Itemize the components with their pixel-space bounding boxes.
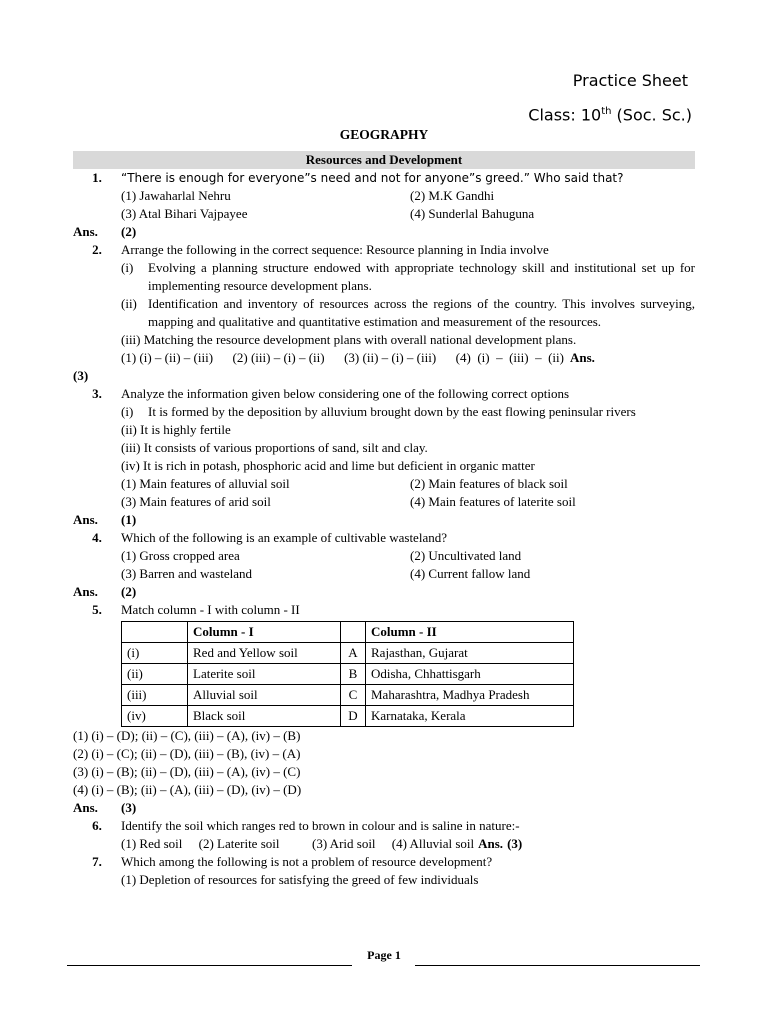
question-6	[73, 817, 695, 835]
answer-label: Ans.	[73, 800, 98, 815]
options-row	[73, 493, 695, 511]
answer-label: Ans.	[73, 584, 98, 599]
column-2-header: Column - II	[366, 622, 574, 643]
options-line	[73, 349, 695, 367]
letter-cell: C	[341, 685, 366, 706]
option: (2) Main features of black soil	[410, 476, 568, 491]
statement-text: Evolving a planning structure endowed with appropriate technology skill and institutional set up for implementing resource development plans.	[148, 260, 695, 293]
statement-item	[73, 331, 695, 349]
table-cell	[122, 622, 188, 643]
answer-row	[73, 511, 695, 529]
option: (3) Barren and wasteland	[121, 566, 253, 581]
option: (2) Uncultivated land	[410, 548, 522, 563]
soil-cell: Alluvial soil	[188, 685, 341, 706]
class-suffix: (Soc. Sc.)	[611, 105, 692, 125]
question-number: 2.	[92, 242, 102, 257]
footer-rule-left	[67, 965, 352, 966]
option: (3) Atal Bihari Vajpayee	[121, 206, 248, 221]
statement-item	[73, 421, 695, 439]
table-header-row	[122, 622, 574, 643]
place-cell: Odisha, Chhattisgarh	[366, 664, 574, 685]
table-row	[122, 685, 574, 706]
answer-value: (2)	[121, 224, 137, 239]
statement-body: It consists of various proportions of sand, silt and clay.	[143, 440, 428, 455]
footer-rule-right	[415, 965, 700, 966]
column-1-header: Column - I	[188, 622, 341, 643]
soil-cell: Black soil	[188, 706, 341, 727]
statement-label: (i)	[121, 260, 134, 275]
match-option: (1) (i) – (D); (ii) – (C), (iii) – (A), (iv) – (B)	[73, 728, 301, 743]
option	[73, 871, 695, 889]
question-number: 7.	[92, 854, 102, 869]
options-row	[73, 565, 695, 583]
question-number: 1.	[92, 170, 102, 185]
question-text: “There is enough for everyone”s need and not for anyone”s greed.” Who said that?	[121, 171, 624, 185]
answer-label: Ans.	[73, 512, 98, 527]
answer-row	[73, 367, 695, 385]
option: (4) Main features of laterite soil	[410, 494, 576, 509]
statement-label: (iii)	[121, 440, 141, 455]
statement-item	[73, 439, 695, 457]
match-option: (4) (i) – (B); (ii) – (A), (iii) – (D), (iv) – (D)	[73, 782, 302, 797]
place-cell: Rajasthan, Gujarat	[366, 643, 574, 664]
answer-value: (3)	[121, 800, 137, 815]
answer-value: (3)	[73, 368, 89, 383]
statement-body: It is rich in potash, phosphoric acid and lime but deficient in organic matter	[143, 458, 535, 473]
answer-value: (1)	[121, 512, 137, 527]
options-row	[73, 547, 695, 565]
option-text: (1) Depletion of resources for satisfying the greed of few individuals	[121, 872, 479, 887]
question-number: 6.	[92, 818, 102, 833]
statement-label: (ii)	[121, 422, 137, 437]
option: (4) Sunderlal Bahuguna	[410, 206, 535, 221]
answer-row	[73, 799, 695, 817]
statement-label: (iv)	[121, 458, 140, 473]
option: (1) Gross cropped area	[121, 548, 240, 563]
question-text: Which among the following is not a problem of resource development?	[121, 854, 493, 869]
answer-label: Ans.	[478, 836, 504, 851]
letter-cell: D	[341, 706, 366, 727]
statement-item	[73, 457, 695, 475]
match-option: (3) (i) – (B); (ii) – (D), (iii) – (A), (iv) – (C)	[73, 764, 301, 779]
answer-label: Ans.	[569, 350, 595, 365]
questions-body	[73, 169, 695, 889]
statement-item	[73, 259, 695, 295]
question-3	[73, 385, 695, 403]
answer-value: (2)	[121, 584, 137, 599]
statement-text	[121, 331, 695, 349]
statement-text: Identification and inventory of resources across the regions of the country. This involves surveying, mapping and qualitative and quantitative estimation and measurement of the resources.	[148, 296, 695, 329]
statement-body: Matching the resource development plans with overall national development plans.	[143, 332, 577, 347]
place-cell: Maharashtra, Madhya Pradesh	[366, 685, 574, 706]
roman-cell: (i)	[122, 643, 188, 664]
letter-cell: A	[341, 643, 366, 664]
letter-cell: B	[341, 664, 366, 685]
option: (3) Main features of arid soil	[121, 494, 271, 509]
statement-label: (iii)	[121, 332, 141, 347]
statement-text	[121, 421, 695, 439]
options-line	[73, 835, 695, 853]
place-cell: Karnataka, Kerala	[366, 706, 574, 727]
statement-text	[121, 457, 695, 475]
options-text: (1) Red soil (2) Laterite soil (3) Arid soil (4) Alluvial soil	[121, 836, 475, 851]
question-text: Arrange the following in the correct sequence: Resource planning in India involve	[121, 242, 549, 257]
question-text: Identify the soil which ranges red to brown in colour and is saline in nature:-	[121, 818, 520, 833]
soil-cell: Red and Yellow soil	[188, 643, 341, 664]
question-number: 4.	[92, 530, 102, 545]
options-row	[73, 475, 695, 493]
option: (4) Current fallow land	[410, 566, 531, 581]
table-row	[122, 706, 574, 727]
table-cell	[341, 622, 366, 643]
question-4	[73, 529, 695, 547]
roman-cell: (iv)	[122, 706, 188, 727]
subject-heading: GEOGRAPHY	[339, 127, 429, 142]
table-row	[122, 643, 574, 664]
question-text: Match column - I with column - II	[121, 602, 300, 617]
question-7	[73, 853, 695, 871]
option: (1) Jawaharlal Nehru	[121, 188, 231, 203]
question-text: Which of the following is an example of cultivable wasteland?	[121, 530, 447, 545]
statement-label: (ii)	[121, 296, 137, 311]
class-prefix: Class: 10	[528, 105, 602, 125]
option: (1) Main features of alluvial soil	[121, 476, 290, 491]
statement-text: It is formed by the deposition by alluvium brought down by the east flowing peninsular rivers	[148, 404, 636, 419]
answer-row	[73, 223, 695, 241]
class-heading	[528, 103, 692, 124]
answer-label: Ans.	[73, 224, 98, 239]
statement-text	[121, 439, 695, 457]
class-superscript: th	[601, 106, 612, 117]
match-table	[121, 621, 574, 727]
answer-row	[73, 583, 695, 601]
statement-item	[73, 403, 695, 421]
sheet-title: Practice Sheet	[572, 71, 688, 90]
question-1	[73, 169, 695, 187]
statement-item	[73, 295, 695, 331]
statement-body: It is highly fertile	[140, 422, 231, 437]
options-text: (1) (i) – (ii) – (iii) (2) (iii) – (i) – (ii) (3) (ii) – (i) – (iii) (4) (i) – (iii) – (ii)	[121, 350, 564, 365]
chapter-heading: Resources and Development	[73, 151, 695, 169]
roman-cell: (ii)	[122, 664, 188, 685]
soil-cell: Laterite soil	[188, 664, 341, 685]
question-5	[73, 601, 695, 619]
question-text: Analyze the information given below considering one of the following correct options	[121, 386, 570, 401]
statement-label: (i)	[121, 404, 134, 419]
options-row	[73, 205, 695, 223]
match-option: (2) (i) – (C); (ii) – (D), (iii) – (B), (iv) – (A)	[73, 746, 301, 761]
question-2	[73, 241, 695, 259]
roman-cell: (iii)	[122, 685, 188, 706]
page-number: Page 1	[367, 948, 401, 962]
table-row	[122, 664, 574, 685]
question-number: 5.	[92, 602, 102, 617]
option: (2) M.K Gandhi	[410, 188, 495, 203]
answer-value: (3)	[507, 836, 523, 851]
options-row	[73, 187, 695, 205]
question-number: 3.	[92, 386, 102, 401]
